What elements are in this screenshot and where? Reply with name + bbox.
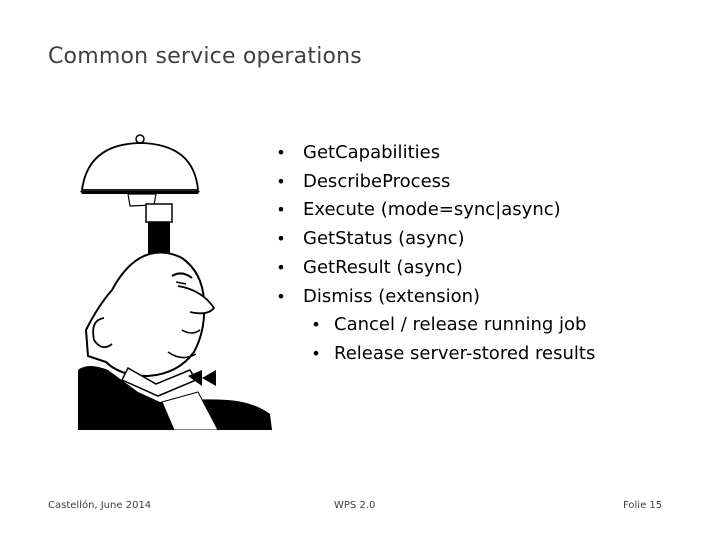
list-item [274, 139, 595, 168]
bullet-dot: • [276, 257, 286, 277]
bullet-dot: • [311, 315, 321, 335]
operations-list [274, 139, 595, 369]
operation-label: Execute (mode=sync|async) [303, 199, 561, 221]
list-item [274, 283, 595, 369]
sub-list-item [303, 340, 595, 369]
operation-label: GetStatus (async) [303, 228, 465, 250]
list-item [274, 254, 595, 283]
list-item [274, 196, 595, 225]
list-item [274, 168, 595, 197]
footer-topic: WPS 2.0 [334, 500, 376, 511]
list-item [274, 225, 595, 254]
bullet-dot: • [311, 343, 321, 363]
slide-title: Common service operations [48, 44, 362, 69]
bullet-dot: • [276, 229, 286, 249]
operation-label: GetResult (async) [303, 256, 463, 278]
bullet-dot: • [276, 143, 286, 162]
footer-location-date: Castellón, June 2014 [48, 500, 152, 511]
operation-label: Dismiss (extension) [303, 285, 481, 307]
waiter-with-cloche-icon [78, 130, 278, 430]
dismiss-sub-list [303, 311, 595, 368]
sub-operation-label: Cancel / release running job [334, 314, 587, 336]
footer-page-number: Folie 15 [623, 500, 663, 511]
sub-list-item [303, 311, 595, 340]
bullet-dot: • [276, 171, 286, 191]
operation-label: GetCapabilities [303, 142, 441, 163]
sub-operation-label: Release server-stored results [334, 342, 596, 364]
bullet-dot: • [276, 286, 286, 306]
operation-label: DescribeProcess [303, 170, 451, 192]
bullet-dot: • [276, 200, 286, 220]
